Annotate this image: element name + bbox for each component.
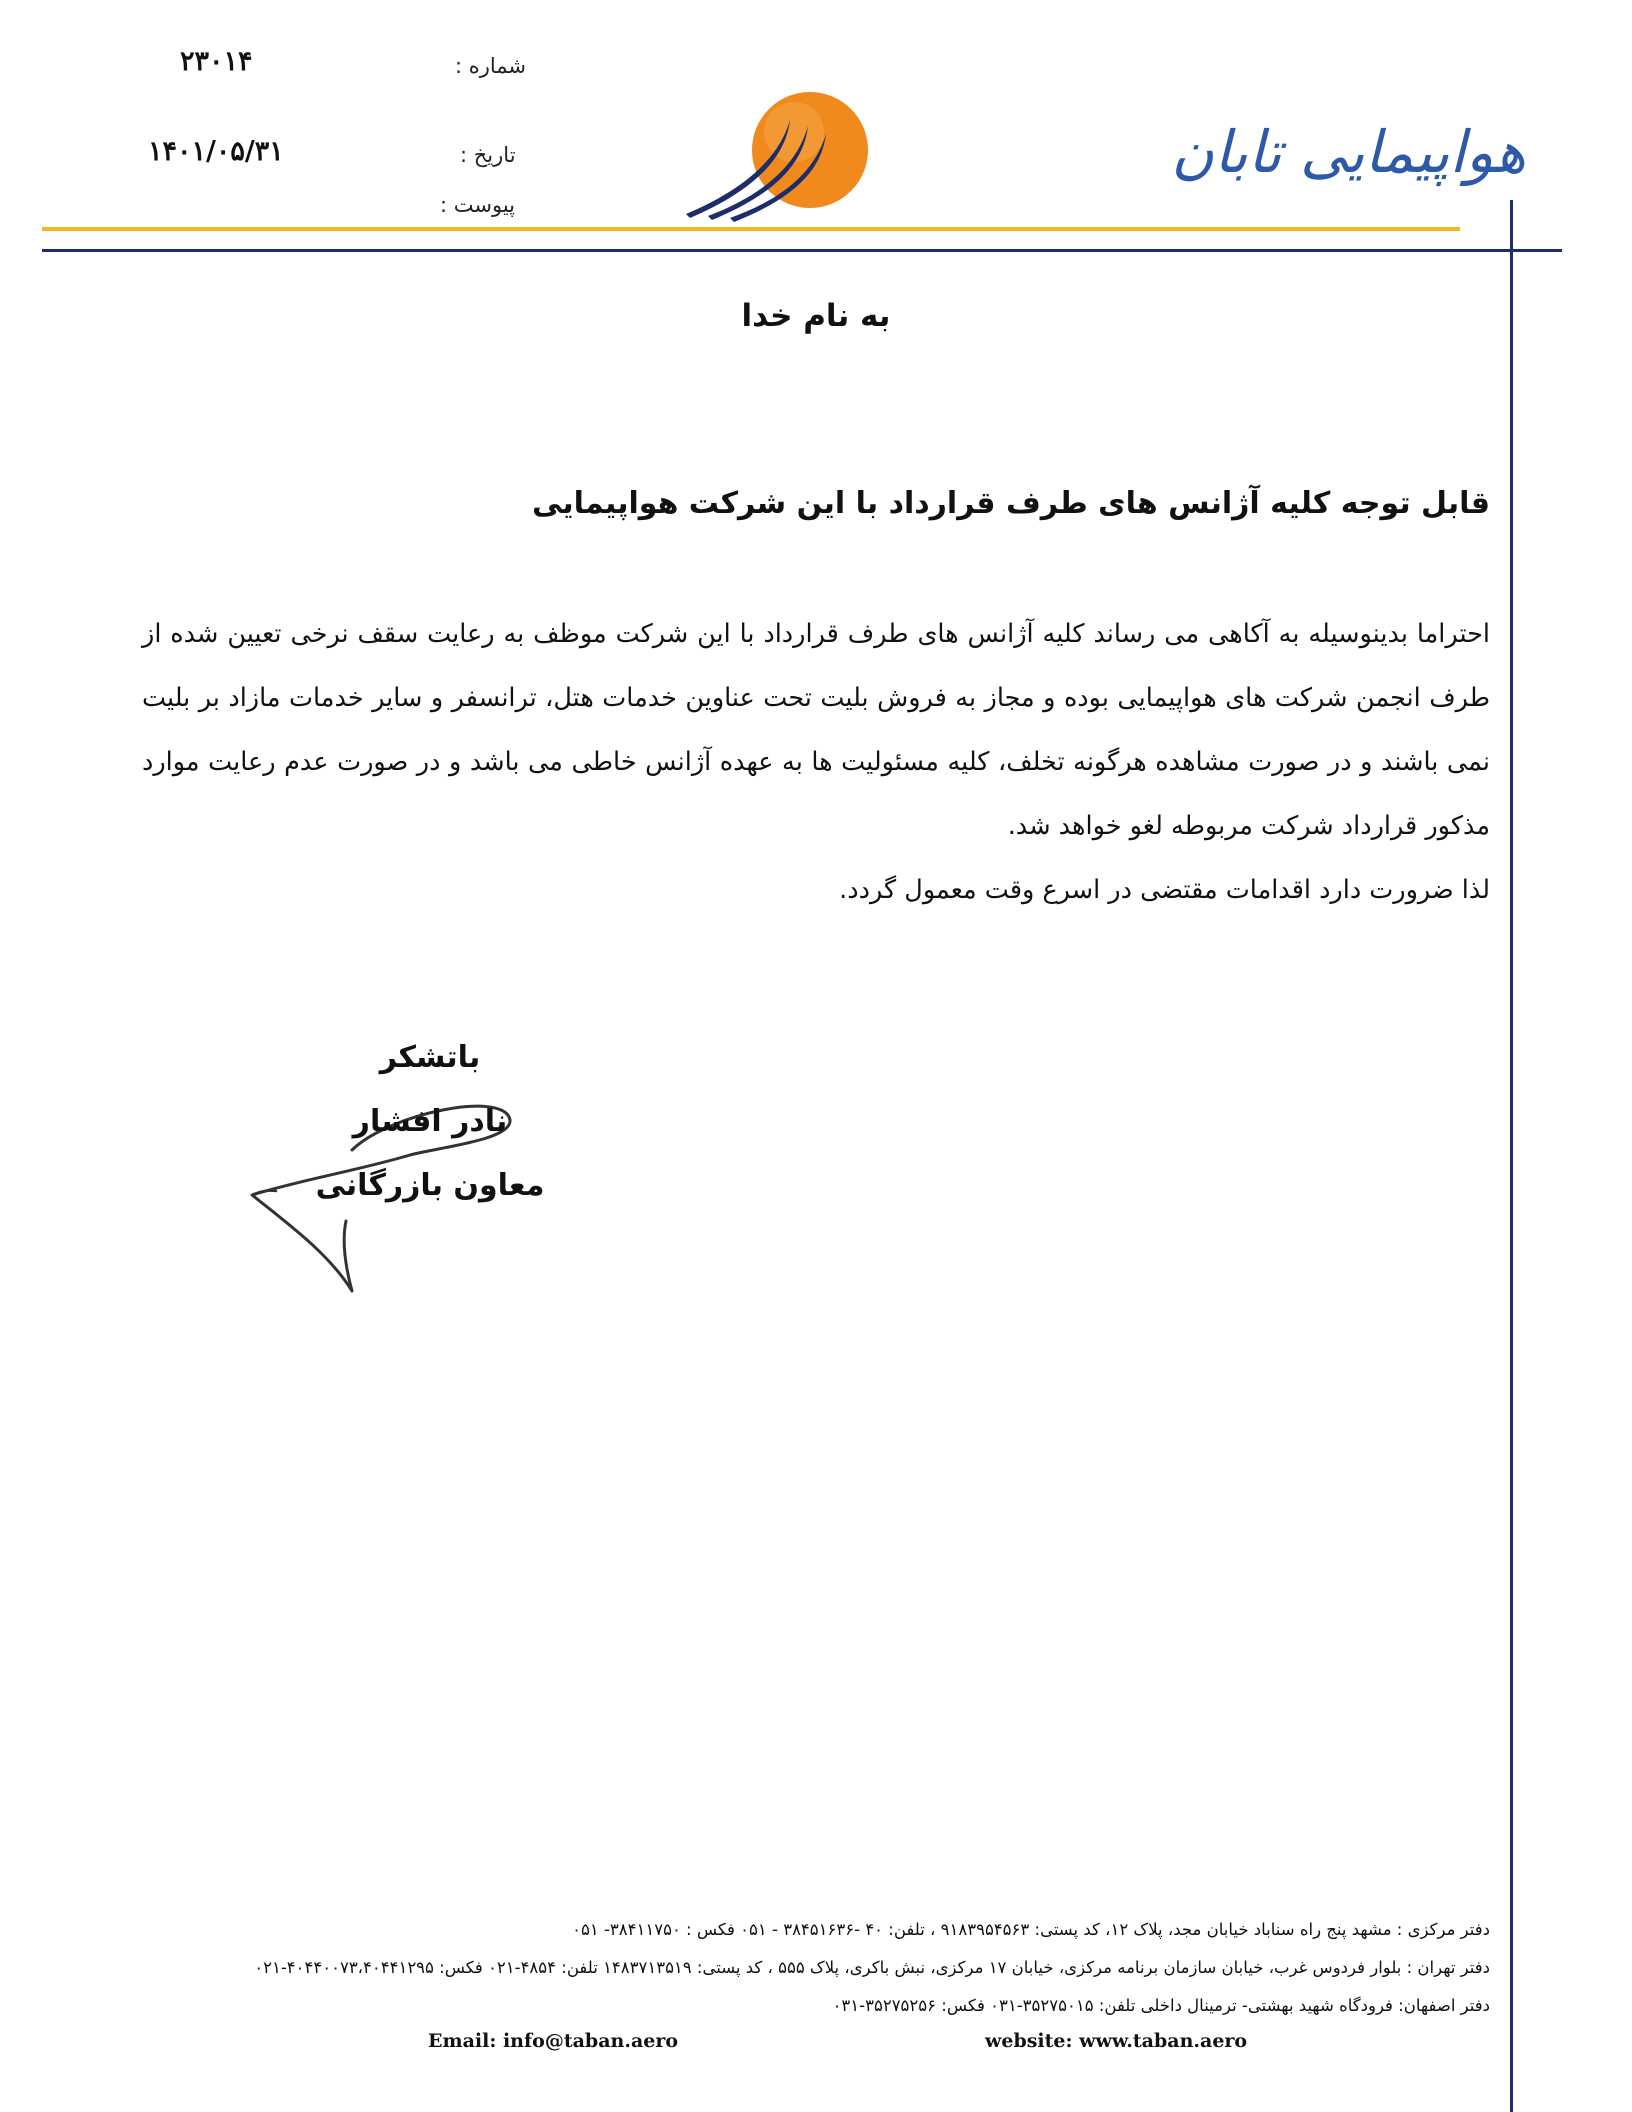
letter-number-label: شماره : [455,54,527,78]
margin-navy-rule [1510,200,1513,2112]
brand-name: هواپیمایی تابان [1171,118,1526,186]
letter-subject: قابل توجه کلیه آژانس های طرف قرارداد با این شرکت هواپیمایی [531,486,1490,521]
signature-name: نادر افشار [352,1104,508,1139]
header-yellow-rule [42,227,1460,231]
taban-logo-icon [668,92,878,222]
letter-body [142,602,1490,922]
letter-number-value: ۲۳۰۱۴ [180,46,253,77]
body-paragraph-1: احتراما بدینوسیله به آکاهی می رساند کلیه آژانس های طرف قرارداد با این شرکت موظف به رعایت سقف نرخی تعیین شده از طرف انجمن شرکت های هواپیمایی بوده و مجاز به فروش بلیت تحت عناوین خدمات هتل، ترانسفر و سایر خدمات مازاد بر بلیت نمی باشند و در صورت مشاهده هرگونه تخلف، کلیه مسئولیت ها به عهده آژانس خاطی می باشد و در صورت عدم رعایت موارد مذکور قرارداد شرکت مربوطه لغو خواهد شد. [142,619,1490,841]
footer-office-tehran: دفتر تهران : بلوار فردوس غرب، خیابان سازمان برنامه مرکزی، خیابان ۱۷ مرکزی، نبش باکری، پلاک ۵۵۵ ، کد پستی: ۱۴۸۳۷۱۳۵۱۹ تلفن: ۴۸۵۴-۰۲۱ فکس: ۴۰۴۴۰۰۷۳،۴۰۴۴۱۲۹۵-۰۲۱ [254,1958,1490,1977]
footer-office-isfahan: دفتر اصفهان: فرودگاه شهید بهشتی- ترمینال داخلی تلفن: ۳۵۲۷۵۰۱۵-۰۳۱ فکس: ۳۵۲۷۵۲۵۶-۰۳۱ [832,1996,1490,2015]
signature-closing: باتشکر [379,1040,481,1075]
footer-website: website: www.taban.aero [985,2030,1248,2052]
letter-date-label: تاریخ : [460,143,516,167]
header-navy-rule [42,249,1562,252]
attachment-label: پیوست : [440,193,515,217]
footer-email: Email: info@taban.aero [428,2030,679,2052]
body-paragraph-2: لذا ضرورت دارد اقدامات مقتضی در اسرع وقت معمول گردد. [839,875,1490,905]
signature-title: معاون بازرگانی [315,1168,545,1203]
letter-date-value: ۱۴۰۱/۰۵/۳۱ [148,136,284,167]
basmala-heading: به نام خدا [741,298,891,334]
footer-office-mashhad: دفتر مرکزی : مشهد پنج راه سناباد خیابان مجد، پلاک ۱۲، کد پستی: ۹۱۸۳۹۵۴۵۶۳ ، تلفن: ۴۰ -۳۸۴۵۱۶۳۶ - ۰۵۱ فکس : ۳۸۴۱۱۷۵۰- ۰۵۱ [572,1920,1490,1939]
